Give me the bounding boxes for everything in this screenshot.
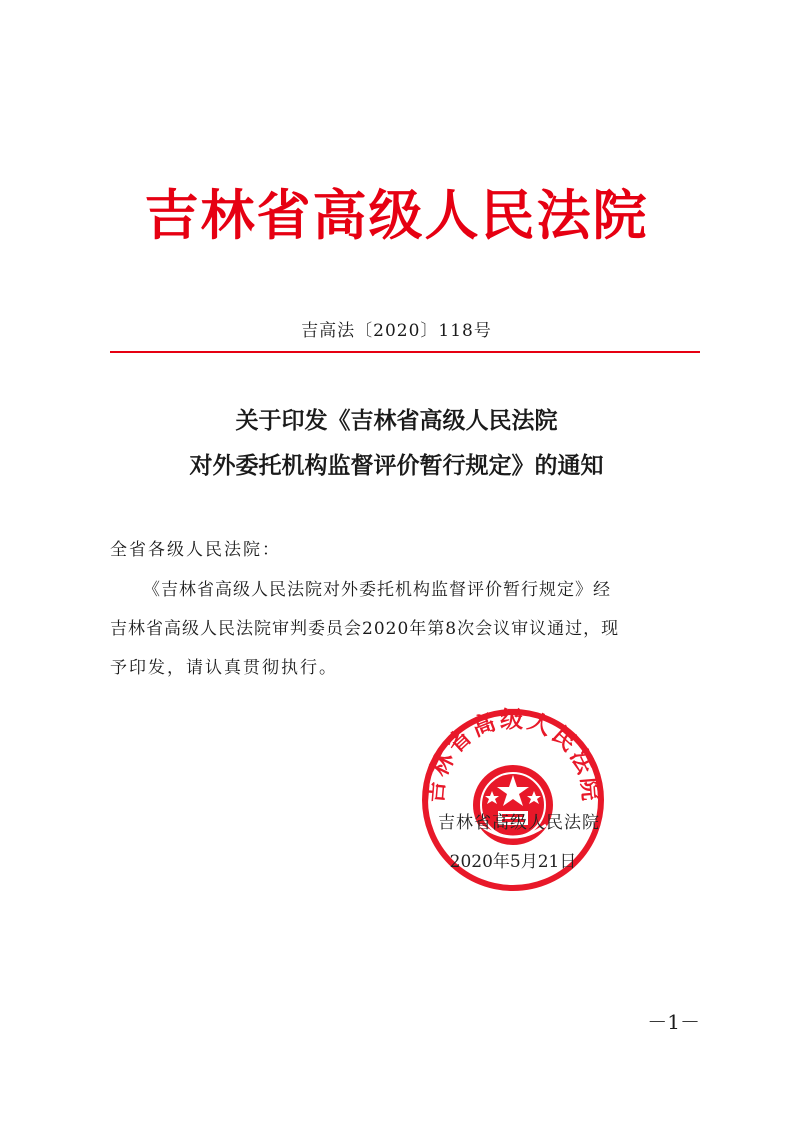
svg-text:吉林省高级人民法院: 吉林省高级人民法院: [422, 707, 604, 805]
body-paragraph-line-1: 《吉林省高级人民法院对外委托机构监督评价暂行规定》经: [143, 580, 611, 600]
red-divider: [110, 351, 700, 353]
page-number: －1－: [647, 1010, 700, 1034]
notice-title-line-2: 对外委托机构监督评价暂行规定》的通知: [189, 452, 604, 479]
document-number: 吉高法〔2020〕118号: [301, 321, 492, 341]
body-paragraph-line-3: 予印发，请认真贯彻执行。: [110, 658, 338, 678]
salutation: 全省各级人民法院：: [110, 540, 281, 560]
notice-title: [0, 398, 793, 488]
signature-date: 2020年5月21日: [449, 852, 577, 872]
body-paragraph-line-2: 吉林省高级人民法院审判委员会2020年第8次会议审议通过，现: [110, 619, 620, 639]
notice-title-line-1: 关于印发《吉林省高级人民法院: [235, 407, 558, 434]
signature-court-name: 吉林省高级人民法院: [438, 813, 600, 833]
issuer-masthead: 吉林省高级人民法院: [144, 184, 649, 247]
